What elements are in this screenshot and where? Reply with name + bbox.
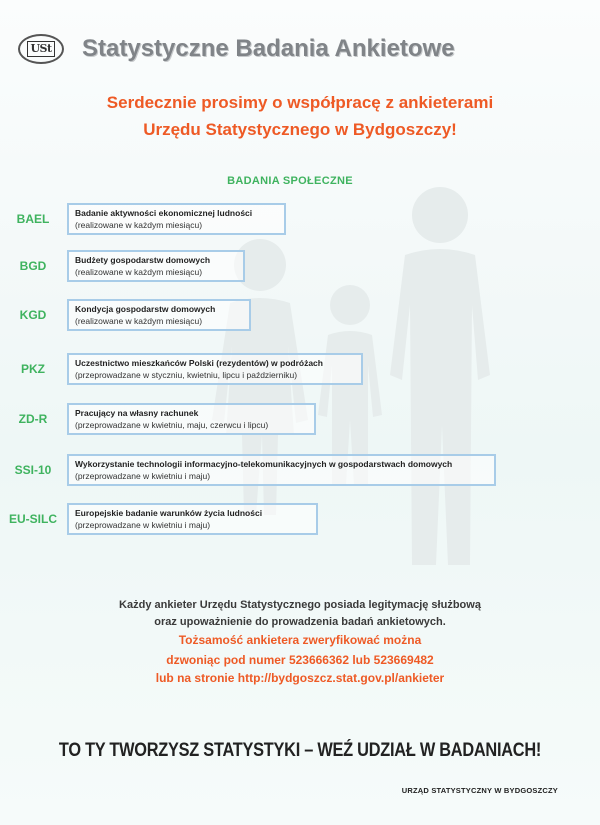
survey-name: Kondycja gospodarstw domowych [75,304,216,314]
survey-code: PKZ [21,362,45,376]
survey-code: EU-SILC [9,512,57,526]
survey-box [67,454,496,486]
survey-code: ZD-R [18,412,48,426]
survey-name: Europejskie badanie warunków życia ludności [75,508,263,518]
survey-box [67,250,245,282]
survey-note: (przeprowadzane w styczniu, kwietniu, lipcu i październiku) [75,370,298,380]
statistics-office-logo-icon [18,34,64,64]
survey-code: BAEL [16,212,50,226]
survey-box [67,403,316,435]
survey-item [0,203,290,237]
survey-name: Budżety gospodarstw domowych [75,255,211,265]
survey-note: (realizowane w każdym miesiącu) [75,220,203,230]
survey-note: (przeprowadzane w kwietniu i maju) [75,520,211,530]
survey-name: Wykorzystanie technologii informacyjno-telekomunikacyjnych w gospodarstwach domowych [75,459,453,469]
survey-note: (przeprowadzane w kwietniu, maju, czerwcu i lipcu) [75,420,269,430]
survey-name: Pracujący na własny rachunek [75,408,199,418]
survey-name: Badanie aktywności ekonomicznej ludności [75,208,253,218]
verify-website-link[interactable]: lub na stronie http://bydgoszcz.stat.gov.pl/ankieter [155,671,445,685]
survey-box [67,299,251,331]
survey-box [67,203,286,235]
survey-code: BGD [19,259,47,273]
appeal-line-1: Serdecznie prosimy o współpracę z ankieterami [106,93,494,112]
survey-code: SSI-10 [14,463,52,477]
survey-code: KGD [19,308,47,322]
survey-item [0,299,290,333]
survey-item [0,503,320,537]
header [18,34,455,64]
survey-note: (realizowane w każdym miesiącu) [75,316,203,326]
survey-item [0,454,500,488]
info-line-2: oraz upoważnienie do prowadzenia badań ankietowych. [154,616,446,628]
survey-box [67,503,318,535]
verify-line-1: Tożsamość ankietera zweryfikować można [178,633,422,647]
info-line-1: Każdy ankieter Urzędu Statystycznego posiada legitymację służbową [119,599,481,611]
survey-item [0,353,420,387]
survey-note: (realizowane w każdym miesiącu) [75,267,203,277]
survey-name: Uczestnictwo mieszkańców Polski (rezydentów) w podróżach [75,358,323,368]
survey-item [0,250,290,284]
survey-box [67,353,363,385]
slogan: TO TY TWORZYSZ STATYSTYKI – WEŹ UDZIAŁ W BADANIACH! [58,740,542,761]
section-title: BADANIA SPOŁECZNE [227,175,353,187]
logo-text: USt [27,41,54,57]
verify-phone: dzwoniąc pod numer 523666362 lub 523669482 [166,653,434,667]
page-title: Statystyczne Badania Ankietowe [82,35,455,62]
appeal-line-2: Urzędu Statystycznego w Bydgoszczy! [143,120,457,139]
footer-office-name: URZĄD STATYSTYCZNY W BYDGOSZCZY [401,786,558,795]
survey-item [0,403,320,437]
survey-note: (przeprowadzane w kwietniu i maju) [75,471,211,481]
